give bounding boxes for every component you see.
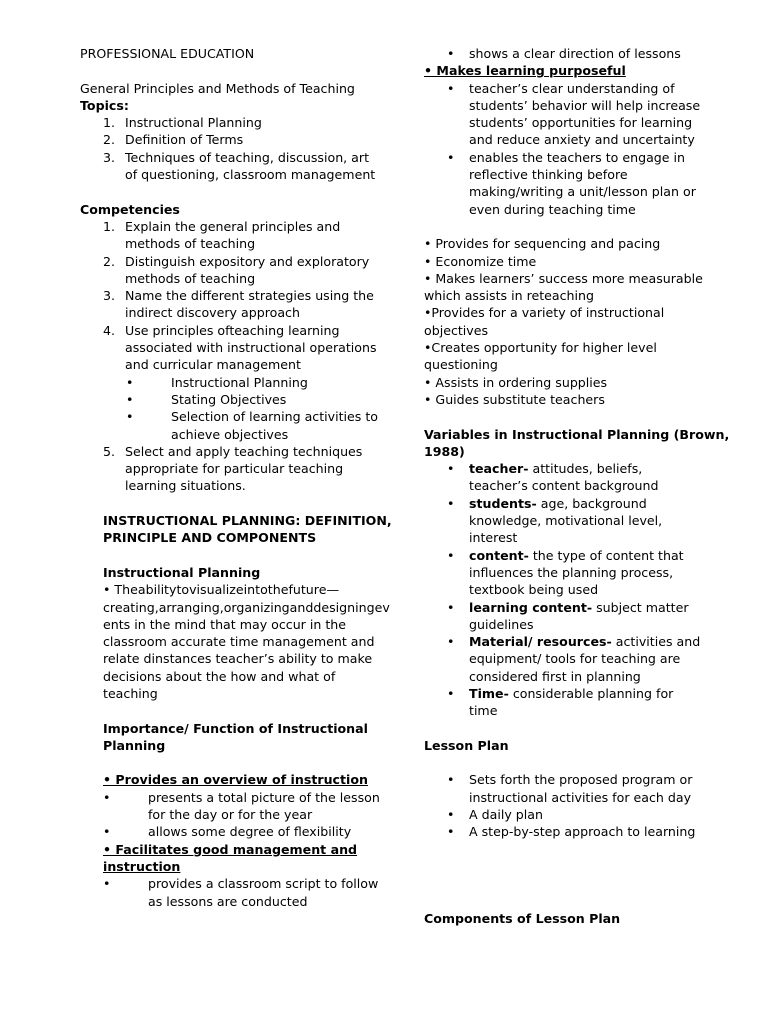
lesson-plan-item: • A step-by-step approach to learning: [447, 824, 696, 840]
competency-item: 3. Name the different strategies using the indirect discovery approach: [102, 288, 374, 321]
variable-item: • students- age, background knowledge, motivational level, interest: [447, 495, 663, 546]
ip-label: Instructional Planning: [103, 564, 261, 580]
overview-heading: • Provides an overview of instruction: [103, 772, 368, 788]
provides-item: •Creates opportunity for higher level questioning: [424, 340, 657, 373]
purposeful-heading: • Makes learning purposeful: [424, 63, 626, 79]
facilitates-heading: • Facilitates good management and: [103, 841, 358, 857]
lesson-plan-heading: Lesson Plan: [424, 737, 509, 753]
competency-item: 5. Select and apply teaching techniques appropriate for particular teaching learning situations.: [102, 443, 363, 494]
competency-item: 4. Use principles ofteaching learning associated with instructional operations and curricular management: [102, 322, 377, 373]
components-heading: Components of Lesson Plan: [424, 910, 621, 926]
facilitates-subitem: • provides a classroom script to follow as lessons are conducted: [103, 876, 379, 909]
topics-label: Topics:: [80, 97, 129, 113]
competency-item: 2. Distinguish expository and exploratory methods of teaching: [102, 253, 370, 286]
ip-definition-line: ents in the mind that may occur in the: [103, 616, 347, 632]
ip-definition-line: creating,arranging,organizinganddesigningev: [103, 599, 390, 615]
provides-item: • Provides for sequencing and pacing: [424, 236, 661, 252]
topic-item: 1. Instructional Planning: [102, 115, 262, 131]
provides-item: • Makes learners’ success more measurable which assists in reteaching: [424, 270, 703, 304]
provides-list: [424, 235, 704, 408]
competency-subitem: • Instructional Planning: [126, 374, 308, 390]
variables-heading: Variables in Instructional Planning (Brown,: [424, 426, 730, 442]
topic-item: 3. Techniques of teaching, discussion, art of questioning, classroom management: [102, 149, 376, 183]
course-subtitle: General Principles and Methods of Teaching: [80, 80, 355, 96]
ip-definition-line: teaching: [103, 685, 158, 701]
section-heading: PRINCIPLE AND COMPONENTS: [103, 530, 317, 546]
document-header: PROFESSIONAL EDUCATION: [80, 46, 255, 61]
ip-definition-line: • Theabilitytovisualizeintothefuture—: [103, 582, 340, 598]
competency-subitem: • Selection of learning activities to achieve objectives: [126, 409, 378, 442]
direction-bullet: • shows a clear direction of lessons: [447, 46, 681, 61]
variable-item: • Time- considerable planning for time: [447, 685, 674, 719]
provides-item: • Guides substitute teachers: [424, 391, 605, 407]
ip-definition-line: decisions about the how and what of: [103, 668, 336, 684]
provides-item: • Economize time: [424, 253, 537, 269]
importance-heading: Planning: [103, 737, 166, 753]
competency-subitem: • Stating Objectives: [126, 391, 287, 407]
purposeful-subitem: • enables the teachers to engage in reflective thinking before making/writing a unit/lesson plan or even during teaching time: [447, 149, 696, 217]
variable-item: • Material/ resources- activities and equipment/ tools for teaching are considered first in planning: [447, 634, 701, 684]
variable-item: • learning content- subject matter guidelines: [447, 599, 689, 632]
provides-item: • Assists in ordering supplies: [424, 374, 608, 390]
variable-item: • teacher- attitudes, beliefs, teacher’s content background: [447, 461, 659, 494]
provides-item: •Provides for a variety of instructional objectives: [424, 305, 665, 338]
competency-item: 1. Explain the general principles and methods of teaching: [102, 218, 341, 252]
purposeful-subitem: • teacher’s clear understanding of students’ behavior will help increase students’ opportunities for learning and reduce anxiety and uncertainty: [447, 80, 701, 148]
ip-definition-line: relate dinstances teacher’s ability to make: [103, 651, 373, 667]
right-column: [424, 45, 730, 927]
variable-item: • content- the type of content that influences the planning process, textbook being used: [447, 547, 684, 598]
topic-item: 2. Definition of Terms: [102, 132, 244, 148]
overview-subitem: • allows some degree of flexibility: [103, 824, 352, 840]
overview-subitem: • presents a total picture of the lesson for the day or for the year: [103, 789, 380, 823]
lesson-plan-item: • A daily plan: [447, 807, 543, 823]
section-heading: INSTRUCTIONAL PLANNING: DEFINITION,: [103, 513, 392, 529]
lesson-plan-item: • Sets forth the proposed program or instructional activities for each day: [447, 772, 693, 805]
importance-heading: Importance/ Function of Instructional: [103, 720, 368, 736]
variables-heading: 1988): [424, 443, 465, 459]
competencies-label: Competencies: [80, 201, 180, 217]
facilitates-heading: instruction: [103, 858, 181, 874]
ip-definition-line: classroom accurate time management and: [103, 634, 375, 650]
left-column: [80, 45, 392, 910]
